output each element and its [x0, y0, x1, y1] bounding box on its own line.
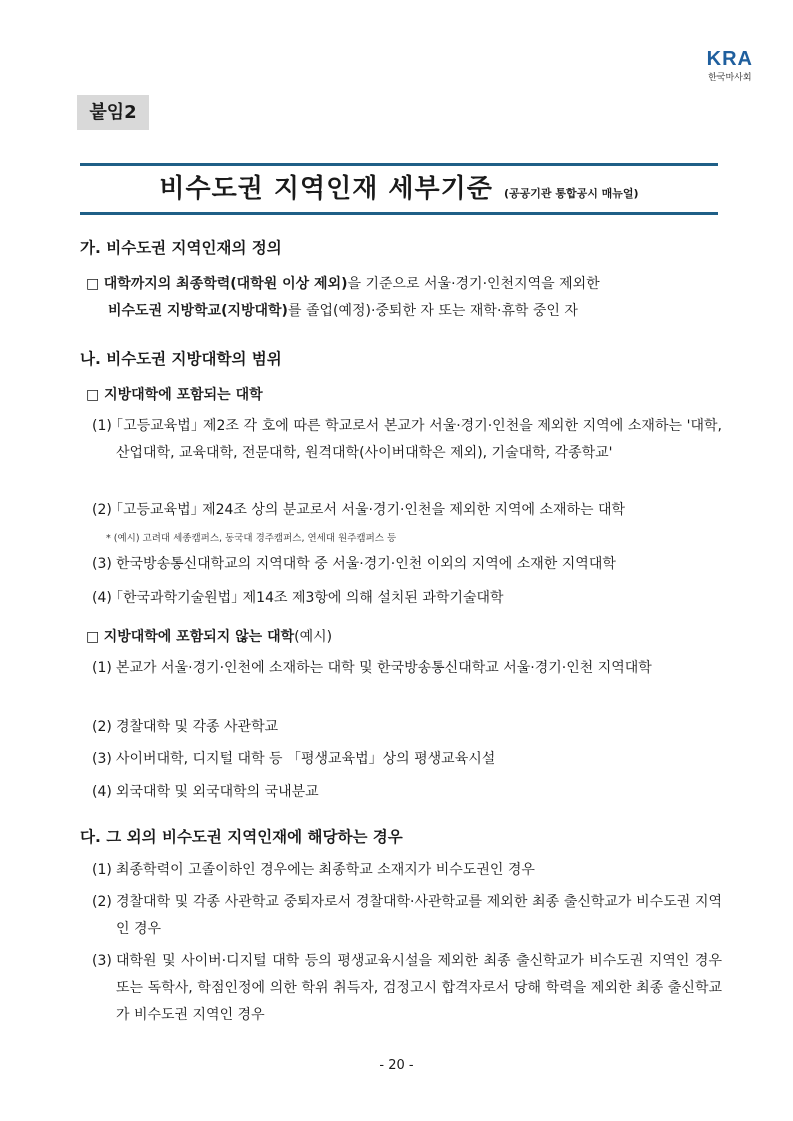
excluded-heading — [86, 624, 332, 651]
item-number: (2) — [92, 719, 112, 735]
list-item — [92, 714, 722, 741]
item-number: (3) — [92, 751, 112, 767]
title-note: (공공기관 통합공시 매뉴얼) — [503, 187, 639, 200]
kra-logo — [707, 50, 753, 83]
item-text: 본교가 서울·경기·인천에 소재하는 대학 및 한국방송통신대학교 서울·경기·인천 지역대학 — [116, 660, 652, 676]
list-item — [92, 655, 722, 682]
list-item — [92, 585, 722, 612]
list-item — [92, 497, 722, 524]
item-text: 외국대학 및 외국대학의 국내분교 — [116, 784, 319, 800]
definition-rest-1: 을 기준으로 서울·경기·인천지역을 제외한 — [347, 276, 600, 292]
definition-rest-2: 를 졸업(예정)·중퇴한 자 또는 재학·휴학 중인 자 — [287, 303, 578, 319]
logo-mark: KRA — [706, 48, 753, 70]
item-text: 경찰대학 및 각종 사관학교 중퇴자로서 경찰대학·사관학교를 제외한 최종 출신학교가 비수도권 지역인 경우 — [116, 894, 722, 937]
item-number: (3) — [92, 953, 112, 969]
item-text: 대학원 및 사이버·디지털 대학 등의 평생교육시설을 제외한 최종 출신학교가 비수도권 지역인 경우 또는 독학사, 학점인정에 의한 학위 취득자, 검정고시 합격자로서 당해 학력을 제외한 최종 출신학교가 비수도권 지역인 경우 — [116, 953, 722, 1023]
item-number: (1) — [92, 862, 112, 878]
section-b-heading: 나. 비수도권 지방대학의 범위 — [80, 350, 282, 368]
section-c-heading: 다. 그 외의 비수도권 지역인재에 해당하는 경우 — [80, 828, 403, 846]
item-text: 사이버대학, 디지털 대학 등 「평생교육법」상의 평생교육시설 — [116, 751, 496, 767]
title-bar — [80, 163, 718, 215]
excluded-heading-rest: (예시) — [294, 629, 333, 645]
item-text: ｢한국과학기술원법｣ 제14조 제3항에 의해 설치된 과학기술대학 — [116, 590, 504, 606]
definition-bold-1: 대학까지의 최종학력(대학원 이상 제외) — [103, 276, 348, 292]
included-heading: □ 지방대학에 포함되는 대학 — [86, 387, 263, 403]
list-item — [92, 551, 722, 578]
page-number: - 20 - — [379, 1058, 414, 1073]
item-number: (3) — [92, 556, 112, 572]
item-text: 한국방송통신대학교의 지역대학 중 서울·경기·인천 이외의 지역에 소재한 지역대학 — [116, 556, 616, 572]
item-number: (4) — [92, 590, 112, 606]
list-item — [92, 948, 722, 1029]
item-number: (1) — [92, 418, 112, 434]
item-text: 최종학력이 고졸이하인 경우에는 최종학교 소재지가 비수도권인 경우 — [116, 862, 535, 878]
list-item — [92, 889, 722, 943]
item-text: ｢고등교육법｣ 제2조 각 호에 따른 학교로서 본교가 서울·경기·인천을 제외한 지역에 소재하는 '대학, 산업대학, 교육대학, 전문대학, 원격대학(사이버대학은 제외), 기술대학, 각종학교' — [116, 418, 722, 461]
included-note: * (예시) 고려대 세종캠퍼스, 동국대 경주캠퍼스, 연세대 원주캠퍼스 등 — [106, 533, 397, 544]
item-number: (4) — [92, 784, 112, 800]
definition-bold-2: 비수도권 지방학교(지방대학) — [108, 303, 288, 319]
item-number: (2) — [92, 894, 112, 910]
section-a-heading: 가. 비수도권 지역인재의 정의 — [80, 239, 282, 257]
list-item — [92, 779, 722, 806]
item-text: 경찰대학 및 각종 사관학교 — [116, 719, 279, 735]
section-a-definition — [86, 271, 726, 325]
checkbox-glyph: □ — [86, 276, 100, 292]
item-text: ｢고등교육법｣ 제24조 상의 분교로서 서울·경기·인천을 제외한 지역에 소재하는 대학 — [116, 502, 626, 518]
excluded-heading-bold: 지방대학에 포함되지 않는 대학 — [103, 629, 295, 645]
page-title: 비수도권 지역인재 세부기준 — [159, 174, 493, 204]
list-item — [92, 413, 722, 467]
attachment-badge: 붙임2 — [77, 95, 149, 130]
list-item — [92, 746, 722, 773]
item-number: (1) — [92, 660, 112, 676]
checkbox-glyph: □ — [86, 629, 100, 645]
list-item — [92, 857, 722, 884]
logo-subtitle: 한국마사회 — [708, 73, 752, 83]
item-number: (2) — [92, 502, 112, 518]
